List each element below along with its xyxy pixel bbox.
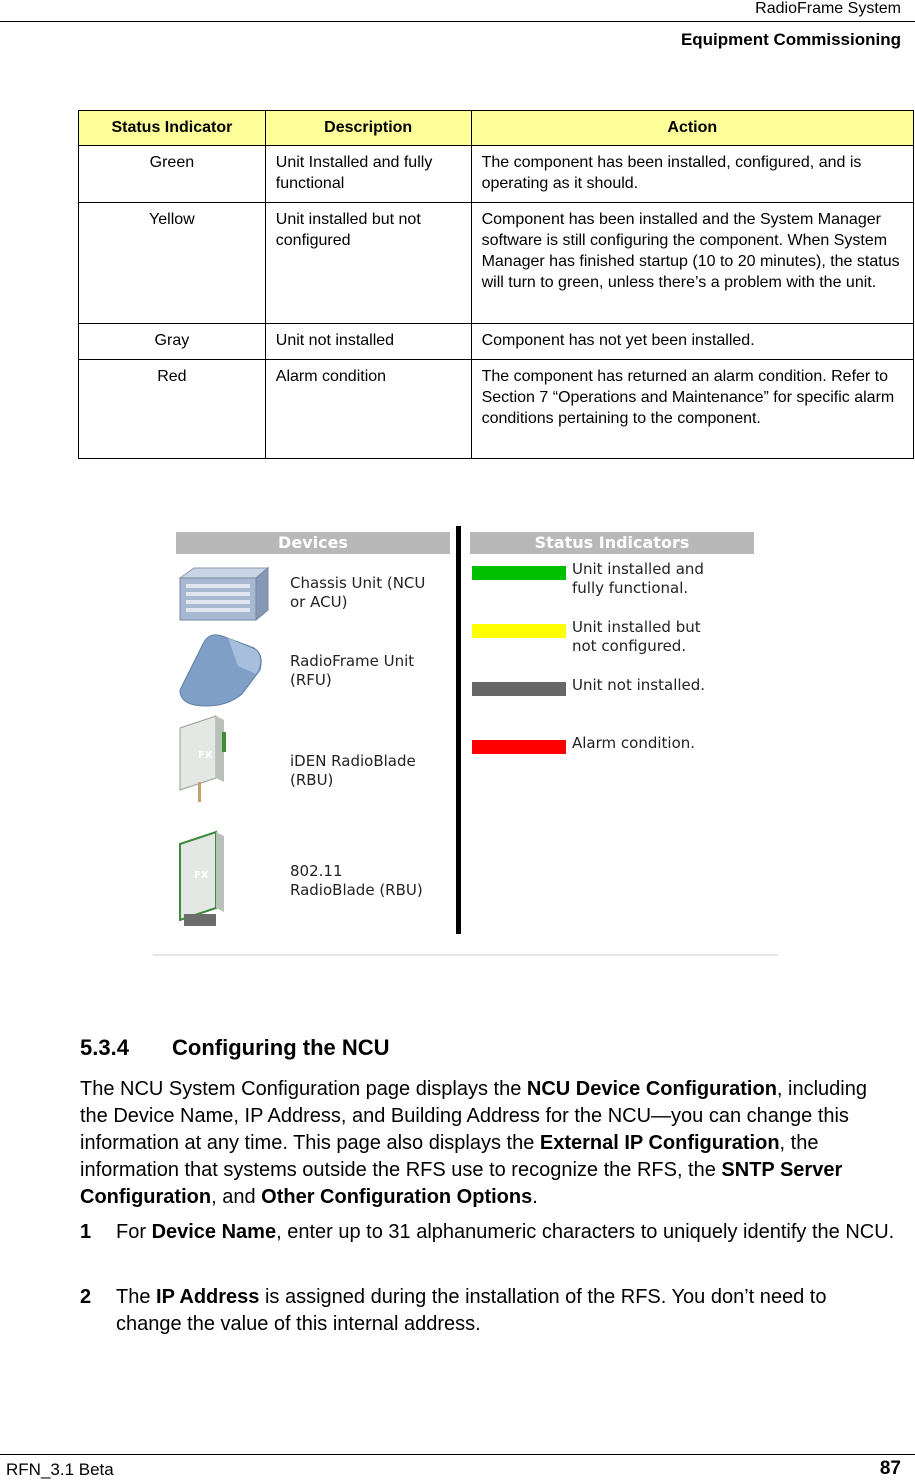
device-status-legend-figure xyxy=(150,520,780,960)
term-external-ip-configuration: External IP Configuration xyxy=(539,1132,780,1154)
status-indicator-cell: Gray xyxy=(79,324,266,360)
table-row xyxy=(79,203,914,324)
figure-bottom-rule xyxy=(153,954,778,956)
device-label-80211-rbu: 802.11 RadioBlade (RBU) xyxy=(290,862,423,899)
footer-rule xyxy=(0,1454,915,1455)
description-cell: Unit installed but not configured xyxy=(265,203,471,324)
wifi-radioblade-icon xyxy=(176,828,236,928)
chassis-icon xyxy=(176,564,270,624)
status-label-gray: Unit not installed. xyxy=(572,676,706,694)
status-swatch-gray xyxy=(472,682,566,696)
status-label-red: Alarm condition. xyxy=(572,734,696,752)
step-text: The IP Address is assigned during the installation of the RFS. You don’t need to change the value of this internal address. xyxy=(116,1286,827,1335)
svg-text:FX: FX xyxy=(194,870,209,881)
term-sntp-server-configuration: SNTP Server Configuration xyxy=(80,1159,843,1208)
status-indicator-cell: Green xyxy=(79,146,266,203)
table-row xyxy=(79,146,914,203)
table-row xyxy=(79,324,914,360)
device-label-rfu: RadioFrame Unit (RFU) xyxy=(290,652,415,689)
column-header-action: Action xyxy=(471,111,913,146)
footer-document-version: RFN_3.1 Beta xyxy=(6,1460,114,1479)
step-text: For Device Name, enter up to 31 alphanumeric characters to uniquely identify the NCU. xyxy=(116,1221,895,1243)
header-rule xyxy=(0,21,915,22)
intro-paragraph: The NCU System Configuration page displays the NCU Device Configuration, including the Device Name, IP Address, and Building Address for the NCU—you can change this information at any time. This page also displays the External IP Configuration, the information that systems outside the RFS use to recognize the RFS, the SNTP Server Configuration, and Other Configuration Options. xyxy=(80,1078,867,1208)
status-swatch-yellow xyxy=(472,624,566,638)
description-cell: Unit Installed and fully functional xyxy=(265,146,471,203)
action-cell: The component has been installed, configured, and is operating as it should. xyxy=(471,146,913,203)
description-cell: Alarm condition xyxy=(265,360,471,459)
device-label-iden-rbu: iDEN RadioBlade (RBU) xyxy=(290,752,416,789)
table-row xyxy=(79,360,914,459)
column-header-description: Description xyxy=(265,111,471,146)
devices-header-bar: Devices xyxy=(176,532,450,554)
action-cell: Component has not yet been installed. xyxy=(471,324,913,360)
table-header-row xyxy=(79,111,914,146)
status-swatch-red xyxy=(472,740,566,754)
action-cell: Component has been installed and the System Manager software is still configuring the component. When System Manager has finished startup (10 to 20 minutes), the status will turn to green, unless there’s a problem with the unit. xyxy=(471,203,913,324)
section-title: Configuring the NCU xyxy=(172,1035,390,1060)
page-number: 87 xyxy=(879,1458,901,1479)
action-cell: The component has returned an alarm condition. Refer to Section 7 “Operations and Maintenance” for specific alarm conditions pertaining to the component. xyxy=(471,360,913,459)
section-number: 5.3.4 xyxy=(80,1035,129,1060)
iden-radioblade-icon xyxy=(176,712,236,806)
step-number: 1 xyxy=(80,1221,92,1243)
status-indicators-header-bar: Status Indicators xyxy=(470,532,754,554)
status-indicator-cell: Yellow xyxy=(79,203,266,324)
legend-divider xyxy=(456,526,461,934)
status-indicator-table xyxy=(78,110,914,459)
device-label-chassis: Chassis Unit (NCU or ACU) xyxy=(290,574,426,611)
step-number: 2 xyxy=(80,1286,92,1308)
status-indicator-cell: Red xyxy=(79,360,266,459)
running-header-title: RadioFrame System xyxy=(755,0,901,17)
term-ncu-device-configuration: NCU Device Configuration xyxy=(526,1078,777,1100)
status-swatch-green xyxy=(472,566,566,580)
column-header-status-indicator: Status Indicator xyxy=(79,111,266,146)
running-header-subtitle: Equipment Commissioning xyxy=(680,30,901,49)
status-label-green: Unit installed and fully functional. xyxy=(572,560,704,597)
term-other-configuration-options: Other Configuration Options xyxy=(261,1186,533,1208)
description-cell: Unit not installed xyxy=(265,324,471,360)
radioframe-unit-icon xyxy=(176,630,266,710)
status-label-yellow: Unit installed but not configured. xyxy=(572,618,701,655)
svg-text:FX: FX xyxy=(198,750,213,761)
